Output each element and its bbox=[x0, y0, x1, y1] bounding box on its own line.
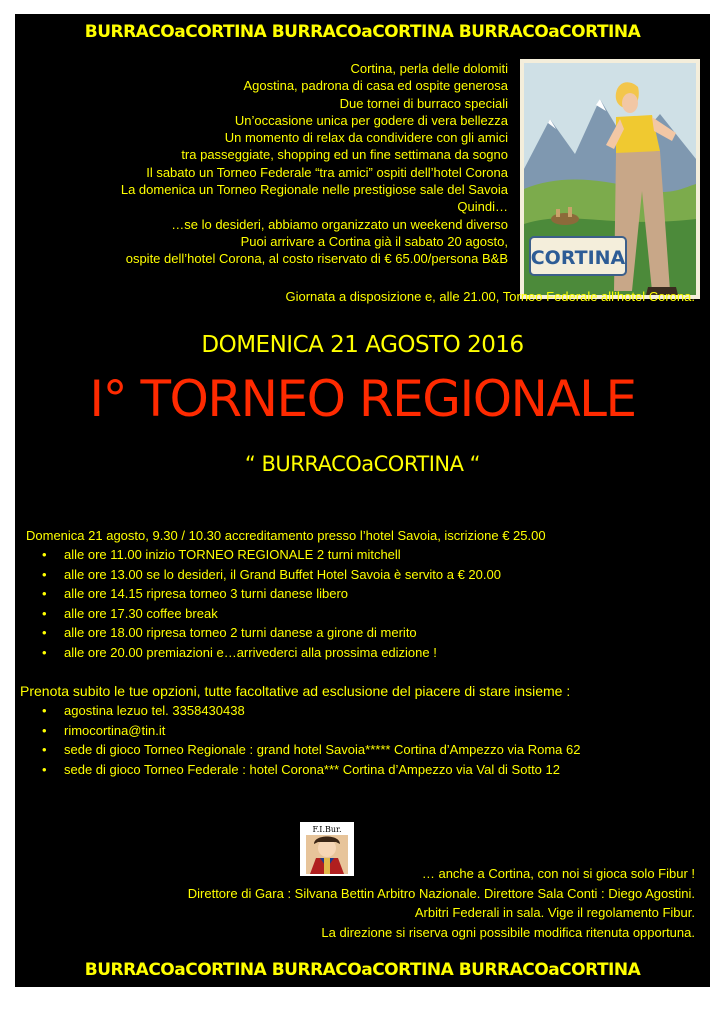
intro-text bbox=[28, 60, 508, 268]
intro-line: La domenica un Torneo Regionale nelle prestigiose sale del Savoia bbox=[120, 182, 508, 198]
event-subtitle: “ BURRACOaCORTINA “ bbox=[244, 452, 481, 476]
intro-line: Un’occasione unica per godere di vera bellezza bbox=[234, 112, 508, 128]
cortina-poster-image bbox=[520, 59, 700, 299]
schedule-list bbox=[40, 545, 501, 663]
schedule-item: • alle ore 14.15 ripresa torneo 3 turni danese libero bbox=[40, 584, 501, 604]
schedule-item: • alle ore 11.00 inizio TORNEO REGIONALE 2 turni mitchell bbox=[40, 545, 501, 565]
bottom-banner: BURRACOaCORTINA BURRACOaCORTINA BURRACOaCORTINA bbox=[84, 960, 641, 980]
intro-line: Cortina, perla delle dolomiti bbox=[350, 61, 508, 76]
booking-list bbox=[40, 701, 580, 779]
footer-line: … anche a Cortina, con noi si gioca solo Fibur ! bbox=[421, 866, 695, 881]
contact-email[interactable]: • rimocortina@tin.it bbox=[40, 721, 580, 741]
contact-phone: • agostina lezuo tel. 3358430438 bbox=[40, 701, 580, 721]
schedule-item: • alle ore 17.30 coffee break bbox=[40, 604, 501, 624]
event-title: I° TORNEO REGIONALE bbox=[89, 370, 636, 428]
booking-heading: Prenota subito le tue opzioni, tutte facoltative ad esclusione del piacere di stare insieme : bbox=[20, 683, 571, 699]
intro-line: Un momento di relax da condividere con gli amici bbox=[224, 130, 508, 146]
intro-line: Due tornei di burraco speciali bbox=[339, 95, 508, 111]
footer-line: La direzione si riserva ogni possibile modifica ritenuta opportuna. bbox=[321, 924, 695, 940]
footer-text bbox=[188, 864, 695, 942]
venue-federal: • sede di gioco Torneo Federale : hotel Corona*** Cortina d’Ampezzo via Val di Sotto 12 bbox=[40, 760, 580, 780]
schedule-item: • alle ore 20.00 premiazioni e…arrivederci alla prossima edizione ! bbox=[40, 643, 501, 663]
flyer bbox=[15, 14, 710, 987]
intro-line: Puoi arrivare a Cortina già il sabato 20 agosto, bbox=[240, 233, 508, 249]
intro-line: Quindi… bbox=[457, 199, 508, 215]
schedule-item: • alle ore 18.00 ripresa torneo 2 turni danese a girone di merito bbox=[40, 623, 501, 643]
venue-regional: • sede di gioco Torneo Regionale : grand hotel Savoia***** Cortina d’Ampezzo via Roma 62 bbox=[40, 740, 580, 760]
intro-line: ospite dell’hotel Corona, al costo riservato di € 65.00/persona B&B bbox=[125, 251, 508, 267]
poster-label: CORTINA bbox=[530, 247, 626, 269]
saturday-note: Giornata a disposizione e, alle 21.00, Torneo Federale all’hotel Corona. bbox=[285, 289, 695, 304]
footer-line: Arbitri Federali in sala. Vige il regolamento Fibur. bbox=[414, 905, 695, 920]
schedule-heading: Domenica 21 agosto, 9.30 / 10.30 accreditamento presso l’hotel Savoia, iscrizione € 25.00 bbox=[26, 528, 546, 543]
intro-line: tra passeggiate, shopping ed un fine settimana da sogno bbox=[181, 147, 508, 163]
intro-line: Il sabato un Torneo Federale “tra amici” ospiti dell’hotel Corona bbox=[146, 164, 508, 180]
intro-line: Agostina, padrona di casa ed ospite generosa bbox=[243, 78, 508, 94]
logo-label: F.I.Bur. bbox=[312, 825, 342, 834]
footer-line: Direttore di Gara : Silvana Bettin Arbitro Nazionale. Direttore Sala Conti : Diego Agostini. bbox=[187, 885, 695, 901]
event-date: DOMENICA 21 AGOSTO 2016 bbox=[201, 332, 524, 358]
schedule-item: • alle ore 13.00 se lo desideri, il Grand Buffet Hotel Savoia è servito a € 20.00 bbox=[40, 565, 501, 585]
top-banner: BURRACOaCORTINA BURRACOaCORTINA BURRACOaCORTINA bbox=[84, 22, 641, 42]
intro-line: …se lo desideri, abbiamo organizzato un weekend diverso bbox=[171, 216, 508, 232]
